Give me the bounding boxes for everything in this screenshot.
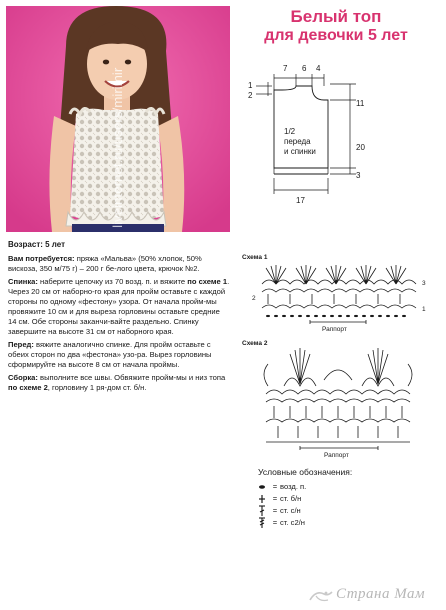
legend-text-single: ст. б/н	[280, 494, 302, 503]
back-paragraph	[8, 277, 230, 337]
materials-label: Вам потребуется:	[8, 254, 75, 263]
assembly-label: Сборка:	[8, 373, 38, 382]
title-line-2: для девочки 5 лет	[264, 26, 408, 44]
dim-side-11: 11	[356, 99, 365, 108]
scheme-1-row-1: 1	[422, 306, 426, 313]
assembly-text-b: , горловину 1 ря-дом ст. б/н.	[47, 383, 147, 392]
scheme-1-chart	[238, 254, 438, 334]
title-line-1: Белый топ	[290, 7, 382, 26]
legend-row-chain: = возд. п.	[254, 481, 434, 493]
legend-title: Условные обозначения:	[258, 467, 353, 477]
front-paragraph	[8, 340, 230, 370]
scheme-1-row-2: 2	[252, 295, 256, 302]
materials-text: пряжа «Мальва» (50% хлопок, 50% вискоза, 350 м/75 г) – 200 г бе-лого цвета, крючок №2.	[8, 254, 202, 273]
legend-text-treble: ст. с2/н	[280, 518, 305, 527]
watermark-vertical	[6, 6, 230, 232]
dim-side-3: 3	[356, 171, 361, 180]
scheme-2-label: Схема 2	[242, 340, 268, 347]
scheme-1-rapport: Раппорт	[322, 326, 347, 333]
instructions-text	[8, 240, 230, 396]
assembly-text-a: выполните все швы. Обвяжите пройм-мы и низ топа	[40, 373, 226, 382]
legend-row-treble: = ст. с2/н	[254, 517, 434, 529]
dim-top-6: 6	[302, 64, 307, 73]
page-title	[232, 8, 440, 44]
site-logo	[306, 586, 444, 606]
legend	[254, 466, 434, 529]
schematic-label-2: переда	[284, 137, 311, 146]
schematic-label-3: и спинки	[284, 147, 316, 156]
legend-row-double: = ст. с/н	[254, 505, 434, 517]
dim-left-1: 1	[248, 81, 253, 90]
double-crochet-icon	[254, 505, 270, 517]
treble-crochet-icon	[254, 517, 270, 529]
scheme-2-chart	[238, 340, 438, 460]
single-crochet-icon	[254, 494, 270, 504]
dim-top-7: 7	[283, 64, 288, 73]
dim-bottom-17: 17	[296, 196, 305, 205]
age-line: Возраст: 5 лет	[8, 240, 66, 249]
dim-top-4: 4	[316, 64, 321, 73]
assembly-scheme-ref: по схеме 2	[8, 383, 48, 392]
dim-left-2: 2	[248, 91, 253, 100]
front-label: Перед:	[8, 340, 34, 349]
scheme-2-rapport: Раппорт	[324, 452, 349, 459]
back-text-b: . Через 20 см от наборно-го края для пройм оставьте с каждой стороны по одному «фестону» узора. От начала пройм-мы провяжите 10 см и для выреза горловины оставьте средние 14 см. Обе стороны заканчи-вайте раздельно. Спинку завершите на высоте 31 см от наборного края.	[8, 277, 230, 336]
dim-side-20: 20	[356, 143, 365, 152]
legend-row-single: = ст. б/н	[254, 493, 434, 505]
back-scheme-ref: по схеме 1	[187, 277, 228, 286]
back-text-a: наберите цепочку из 70 возд. п. и вяжите	[40, 277, 186, 286]
chain-stitch-icon	[254, 483, 270, 491]
assembly-paragraph	[8, 373, 230, 393]
scheme-1-row-3: 3	[422, 280, 426, 287]
stork-icon	[306, 586, 334, 606]
legend-text-chain: возд. п.	[280, 482, 307, 491]
logo-text: Страна Мам	[336, 586, 426, 602]
materials-paragraph	[8, 254, 230, 274]
scheme-1-label: Схема 1	[242, 254, 268, 261]
photo-girl-in-top	[6, 6, 230, 232]
front-text: вяжите аналогично спинке. Для пройм оставьте с обеих сторон по два «фестона» узо-ра. Вырез горловины сформируйте на высоте 8 см от начала проймы.	[8, 340, 212, 369]
svg-text:liveinternet.ru/users/mirimir: liveinternet.ru/users/mirimir	[110, 67, 126, 228]
schematic-label-1: 1/2	[284, 127, 296, 136]
garment-schematic	[238, 56, 438, 226]
back-label: Спинка:	[8, 277, 38, 286]
legend-text-double: ст. с/н	[280, 506, 301, 515]
